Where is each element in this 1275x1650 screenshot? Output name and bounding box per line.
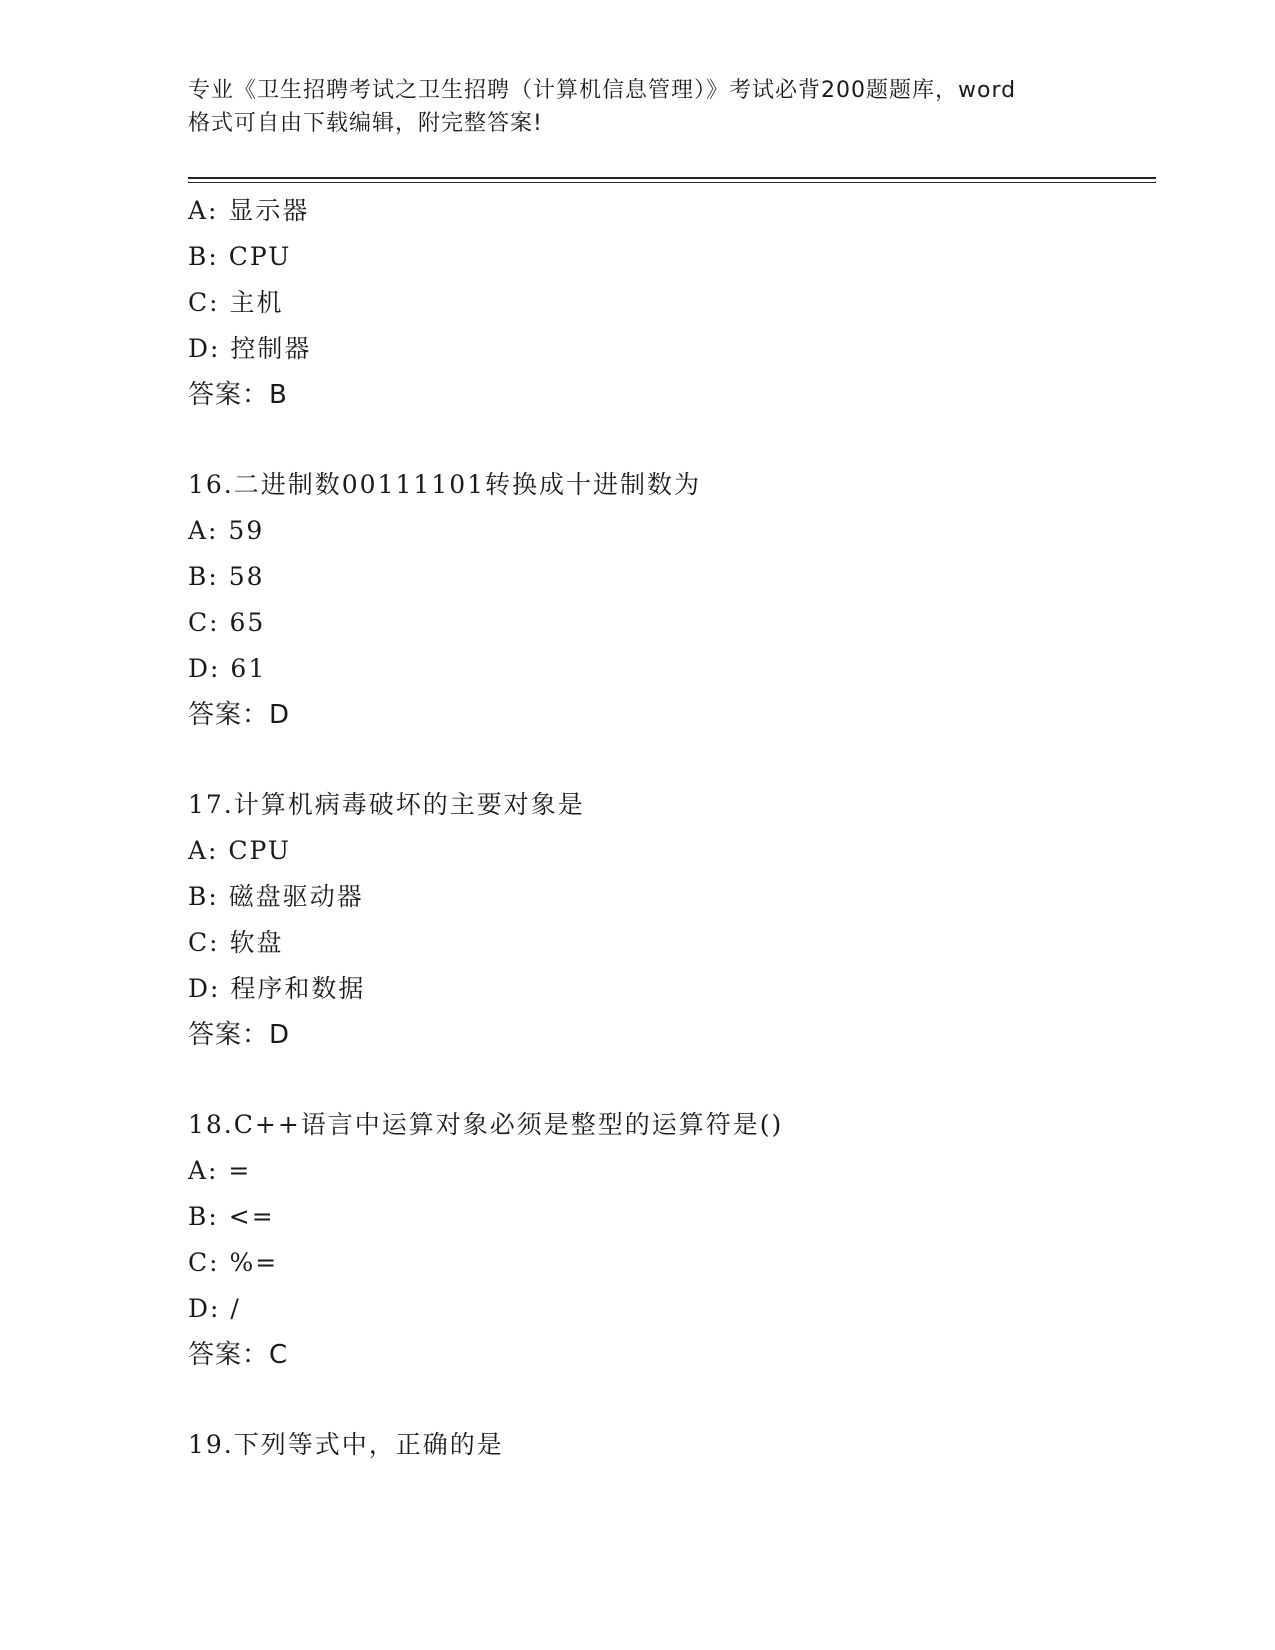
question-15 [188,188,1156,418]
document-header [188,74,1088,140]
question-title: 17.计算机病毒破坏的主要对象是 [188,790,585,819]
header-divider-thick [188,177,1156,179]
option-c: C: 软盘 [188,928,284,957]
question-list [188,188,1156,1468]
question-19 [188,1422,1156,1468]
header-line-1: 专业《卫生招聘考试之卫生招聘（计算机信息管理）》考试必背200题题库，word [188,78,1017,103]
question-16 [188,462,1156,738]
option-a: A: CPU [188,836,292,865]
option-c: C: %= [188,1248,279,1277]
option-a: A: 显示器 [188,196,310,225]
answer: 答案：C [188,1340,289,1370]
option-b: B: <= [188,1202,275,1231]
option-d: D: 控制器 [188,334,312,363]
question-title: 18.C++语言中运算对象必须是整型的运算符是() [188,1110,784,1139]
option-b: B: CPU [188,242,292,271]
option-a: A: = [188,1156,252,1185]
question-title: 16.二进制数00111101转换成十进制数为 [188,470,702,499]
question-title: 19.下列等式中，正确的是 [188,1430,504,1459]
option-d: D: 61 [188,654,267,683]
option-d: D: / [188,1294,241,1323]
option-d: D: 程序和数据 [188,974,366,1003]
option-a: A: 59 [188,516,265,545]
answer: 答案：D [188,700,291,730]
answer: 答案：D [188,1020,291,1050]
option-b: B: 磁盘驱动器 [188,882,364,911]
option-b: B: 58 [188,562,265,591]
answer: 答案：B [188,380,288,410]
option-c: C: 主机 [188,288,284,317]
question-17 [188,782,1156,1058]
header-divider-thin [188,182,1156,183]
header-line-2: 格式可自由下载编辑，附完整答案! [188,111,543,136]
question-18 [188,1102,1156,1378]
option-c: C: 65 [188,608,266,637]
